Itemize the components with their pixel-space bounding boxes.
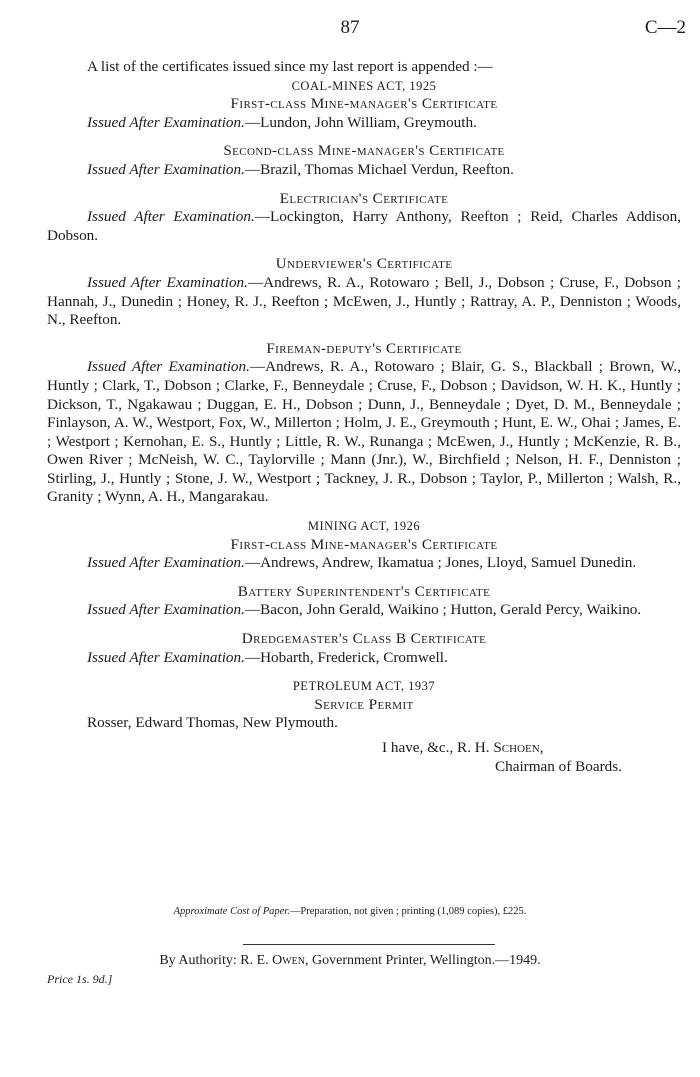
cost-text: —Preparation, not given ; printing (1,089 copies), £225. bbox=[289, 906, 527, 917]
issued-label: Issued After Examination. bbox=[87, 601, 245, 619]
permit-holder: Rosser, Edward Thomas, New Plymouth. bbox=[87, 714, 338, 732]
certificate-heading: Underviewer's Certificate bbox=[275, 255, 453, 273]
certificate-heading: Second-class Mine-manager's Certificate bbox=[223, 142, 505, 160]
issued-label: Issued After Examination. bbox=[87, 113, 245, 131]
issued-label: Issued After Examination. bbox=[87, 648, 245, 666]
certificate-holders: —Hobarth, Frederick, Cromwell. bbox=[244, 648, 448, 666]
cost-label: Approximate Cost of Paper. bbox=[173, 906, 290, 917]
certificate-heading: First-class Mine-manager's Certificate bbox=[230, 535, 498, 553]
authority-suffix: Government Printer, Wellington.—1949. bbox=[308, 953, 541, 968]
printer-name: R. E. Owen, bbox=[240, 953, 309, 968]
act-heading-mining: MINING ACT, 1926 bbox=[307, 519, 421, 534]
issued-label: Issued After Examination. bbox=[87, 160, 245, 178]
signatory-name: Schoen, bbox=[493, 739, 544, 756]
act-heading-coal-mines: COAL-MINES ACT, 1925 bbox=[291, 78, 437, 93]
certificate-paragraph bbox=[47, 208, 681, 245]
act-heading-petroleum: PETROLEUM ACT, 1937 bbox=[292, 679, 436, 694]
certificate-heading: Fireman-deputy's Certificate bbox=[266, 339, 462, 357]
certificate-holders: —Lockington, Harry Anthony, Reefton ; Reid, Charles Addison, Dobson. bbox=[47, 208, 681, 244]
signature-line bbox=[47, 739, 681, 758]
document-reference: C—2 bbox=[644, 17, 686, 38]
signature-prefix: I have, &c., R. H. bbox=[382, 739, 494, 756]
certificate-paragraph bbox=[47, 358, 681, 507]
certificate-holders: —Lundon, John William, Greymouth. bbox=[244, 113, 477, 131]
certificate-holders: —Andrews, Andrew, Ikamatua ; Jones, Lloyd, Samuel Dunedin. bbox=[244, 554, 637, 572]
certificate-holders: —Andrews, R. A., Rotowaro ; Blair, G. S., Blackball ; Brown, W., Huntly ; Clark, T., Dobson ; Clarke, F., Benneydale ; Cruse, F., Dobson ; Davidson, W. H. K., Huntly ; Dickson, T., Ngakawau ; Duggan, E. H., Dobson ; Dunn, J., Benneydale ; Dyet, D. M., Benneydale ; Finlayson, A. W., Westport, Fox, W., Millerton ; Holm, J. E., Greymouth ; Hunt, E. W., Ohai ; James, E. ; Westport ; Kernohan, E. S., Huntly ; Little, R. W., Runanga ; McEwen, J., Huntly ; McKenzie, R. B., Owen River ; McNeish, W. C., Taylorville ; Mann (Jnr.), W., Birchfield ; Nelson, H. F., Denniston ; Stirling, J., Huntly ; Stone, J. W., Westport ; Tackney, J. R., Dobson ; Taylor, P., Millerton ; Walsh, R., Granity ; Wynn, A. H., Mangarakau. bbox=[47, 358, 682, 506]
certificate-paragraph bbox=[47, 601, 681, 620]
signatory-title: Chairman of Boards. bbox=[495, 757, 622, 775]
certificate-heading: Electrician's Certificate bbox=[279, 189, 449, 207]
certificate-paragraph bbox=[47, 274, 681, 330]
price-note: Price 1s. 9d.] bbox=[47, 972, 113, 986]
certificate-paragraph bbox=[47, 554, 681, 573]
issued-label: Issued After Examination. bbox=[87, 208, 255, 226]
footer-divider bbox=[243, 944, 495, 945]
certificate-paragraph bbox=[47, 161, 681, 180]
issued-label: Issued After Examination. bbox=[87, 358, 250, 376]
certificate-heading: First-class Mine-manager's Certificate bbox=[230, 95, 498, 113]
issued-label: Issued After Examination. bbox=[87, 554, 245, 572]
cost-of-paper-note bbox=[0, 906, 700, 917]
certificate-heading: Dredgemaster's Class B Certificate bbox=[241, 630, 487, 648]
issued-label: Issued After Examination. bbox=[87, 273, 248, 291]
certificate-holders: —Bacon, John Gerald, Waikino ; Hutton, Gerald Percy, Waikino. bbox=[244, 601, 642, 619]
certificate-holders: —Andrews, R. A., Rotowaro ; Bell, J., Dobson ; Cruse, F., Dobson ; Hannah, J., Dunedin ; Honey, R. J., Reefton ; McEwen, J., Huntly ; Rattray, A. P., Denniston ; Woods, N., Reefton. bbox=[47, 273, 681, 329]
certificate-paragraph bbox=[47, 649, 681, 668]
certificate-heading: Battery Superintendent's Certificate bbox=[237, 582, 491, 600]
document-body bbox=[47, 58, 681, 776]
permit-heading: Service Permit bbox=[314, 695, 414, 713]
authority-prefix: By Authority: bbox=[159, 953, 241, 968]
intro-paragraph: A list of the certificates issued since my last report is appended :— bbox=[87, 58, 493, 75]
certificate-paragraph bbox=[47, 114, 681, 133]
certificate-holders: —Brazil, Thomas Michael Verdun, Reefton. bbox=[244, 160, 514, 178]
authority-line bbox=[0, 953, 700, 969]
page-number: 87 bbox=[340, 17, 360, 38]
